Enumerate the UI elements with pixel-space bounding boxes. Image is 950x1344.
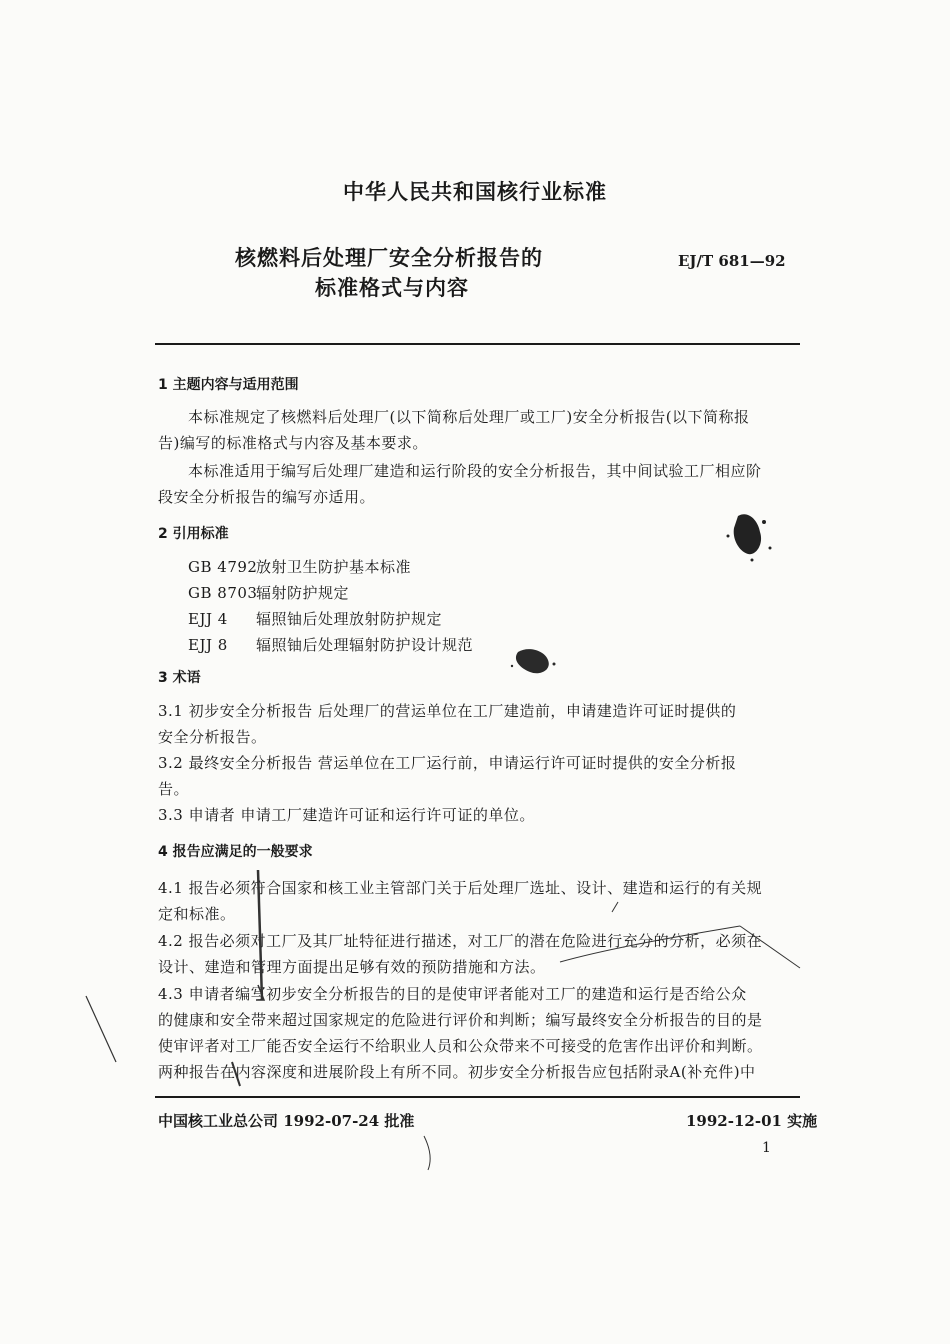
section-4-heading: 4 报告应满足的一般要求 <box>158 844 313 860</box>
reference-code: EJJ 8 <box>188 636 228 654</box>
term-3-1-line2: 安全分析报告。 <box>158 728 267 746</box>
reference-name: 辐射防护规定 <box>256 584 350 602</box>
term-3-3: 3.3 申请者 申请工厂建造许可证和运行许可证的单位。 <box>158 806 535 824</box>
section-2-heading: 2 引用标准 <box>158 526 229 542</box>
ink-blot-middle <box>511 649 556 673</box>
page-number: 1 <box>762 1140 771 1156</box>
document-title-line2: 标准格式与内容 <box>315 276 469 300</box>
reference-code: EJJ 4 <box>188 610 228 628</box>
section-3-heading: 3 术语 <box>158 670 201 686</box>
pen-strokes <box>86 870 800 1170</box>
requirement-4-3-line1: 4.3 申请者编写初步安全分析报告的目的是使审评者能对工厂的建造和运行是否给公众 <box>158 985 747 1003</box>
requirement-4-3-line3: 使审评者对工厂能否安全运行不给职业人员和公众带来不可接受的危害作出评价和判断。 <box>158 1037 763 1055</box>
standard-code: EJ/T 681—92 <box>678 252 786 270</box>
reference-code: GB 8703 <box>188 584 258 602</box>
effective-date: 1992-12-01 实施 <box>686 1112 818 1130</box>
ink-blot-upper-right <box>727 514 772 561</box>
reference-code: GB 4792 <box>188 558 258 576</box>
standard-category: 中华人民共和国核行业标准 <box>343 180 607 204</box>
approval-info: 中国核工业总公司 1992-07-24 批准 <box>158 1112 415 1130</box>
section-1-paragraph-2-line1: 本标准适用于编写后处理厂建造和运行阶段的安全分析报告，其中间试验工厂相应阶 <box>188 462 762 480</box>
requirement-4-1-line1: 4.1 报告必须符合国家和核工业主管部门关于后处理厂选址、设计、建造和运行的有关规 <box>158 879 763 897</box>
requirement-4-3-line4: 两种报告在内容深度和进展阶段上有所不同。初步安全分析报告应包括附录A(补充件)中 <box>158 1063 756 1081</box>
requirement-4-2-line1: 4.2 报告必须对工厂及其厂址特征进行描述，对工厂的潜在危险进行充分的分析，必须在 <box>158 932 763 950</box>
requirement-4-2-line2: 设计、建造和管理方面提出足够有效的预防措施和方法。 <box>158 958 546 976</box>
section-1-paragraph-1-line2: 告)编写的标准格式与内容及基本要求。 <box>158 434 428 452</box>
requirement-4-1-line2: 定和标准。 <box>158 905 236 923</box>
term-3-1-line1: 3.1 初步安全分析报告 后处理厂的营运单位在工厂建造前，申请建造许可证时提供的 <box>158 702 737 720</box>
reference-name: 放射卫生防护基本标准 <box>256 558 412 576</box>
section-1-paragraph-1-line1: 本标准规定了核燃料后处理厂(以下简称后处理厂或工厂)安全分析报告(以下简称报 <box>188 408 750 426</box>
requirement-4-3-line2: 的健康和安全带来超过国家规定的危险进行评价和判断；编写最终安全分析报告的目的是 <box>158 1011 763 1029</box>
section-1-paragraph-2-line2: 段安全分析报告的编写亦适用。 <box>158 488 376 506</box>
term-3-2-line2: 告。 <box>158 780 190 798</box>
document-title-line1: 核燃料后处理厂安全分析报告的 <box>235 246 543 270</box>
reference-name: 辐照铀后处理放射防护规定 <box>256 610 443 628</box>
term-3-2-line1: 3.2 最终安全分析报告 营运单位在工厂运行前，申请运行许可证时提供的安全分析报 <box>158 754 737 772</box>
reference-name: 辐照铀后处理辐射防护设计规范 <box>256 636 474 654</box>
section-1-heading: 1 主题内容与适用范围 <box>158 377 299 393</box>
